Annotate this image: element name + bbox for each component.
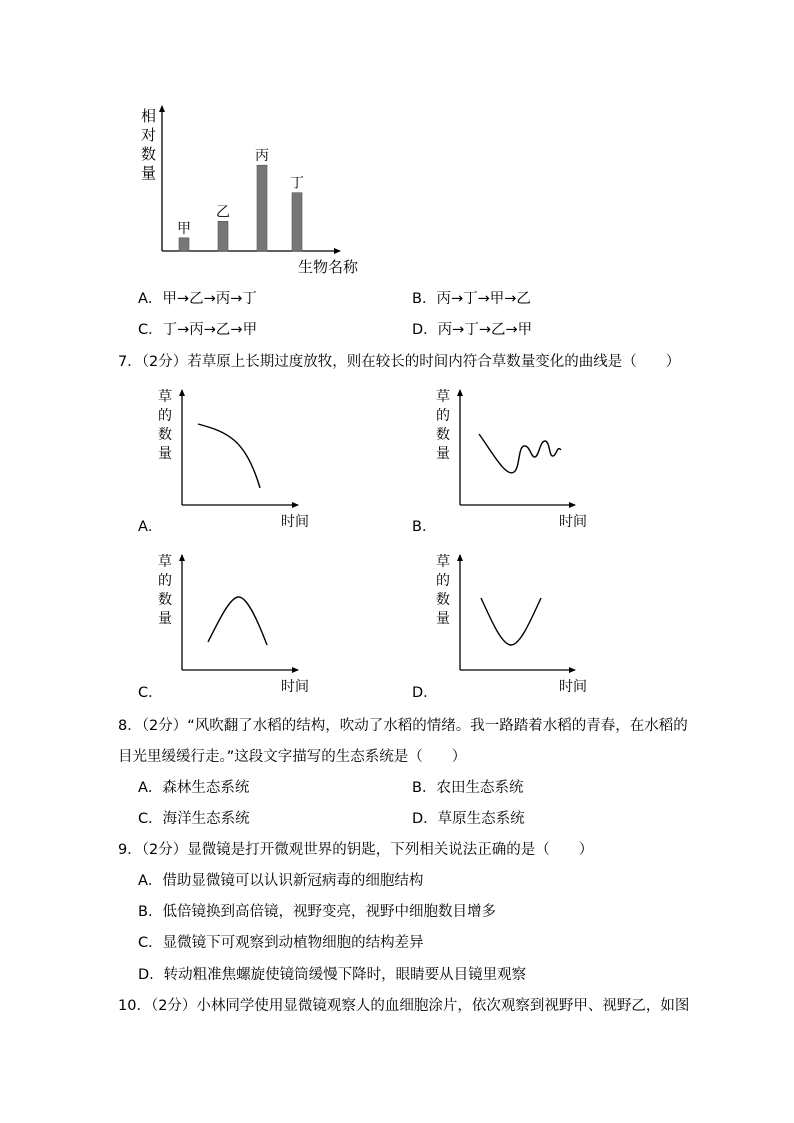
curve-rise-fall <box>208 597 267 645</box>
graph-ylabel-char: 数 <box>158 592 172 608</box>
q9-option-a[interactable]: A．借助显微镜可以认识新冠病毒的细胞结构 <box>138 873 424 889</box>
y-axis-label-char: 对 <box>141 126 157 144</box>
curve-fluctuate <box>479 434 561 473</box>
curve-fall-rise <box>481 598 541 645</box>
y-axis-label-char: 量 <box>141 164 157 182</box>
q9-option-c[interactable]: C．显微镜下可观察到动植物细胞的结构差异 <box>138 935 424 951</box>
graph-xlabel: 时间 <box>281 514 309 530</box>
graph-ylabel-char: 草 <box>436 554 450 570</box>
bar-label-2: 丙 <box>255 148 269 165</box>
bar-label-1: 乙 <box>216 204 230 221</box>
graph-ylabel-char: 草 <box>436 389 450 405</box>
x-axis-label: 生物名称 <box>298 258 359 276</box>
q9-option-b[interactable]: B．低倍镜换到高倍镜，视野变亮，视野中细胞数目增多 <box>138 904 496 920</box>
graph-ylabel-char: 的 <box>436 573 450 589</box>
q8-option-d[interactable]: D．草原生态系统 <box>412 811 525 827</box>
q6-option-b[interactable]: B．丙→丁→甲→乙 <box>412 291 531 307</box>
graph-ylabel-char: 数 <box>436 592 450 608</box>
q8-option-a[interactable]: A．森林生态系统 <box>138 780 250 796</box>
q6-option-c[interactable]: C．丁→丙→乙→甲 <box>138 322 258 338</box>
y-axis-label-char: 数 <box>141 145 157 163</box>
q10-stem: 10．（2分）小林同学使用显微镜观察人的血细胞涂片，依次观察到视野甲、视野乙，如图 <box>118 998 690 1014</box>
q7-option-a-label[interactable]: A． <box>138 519 163 535</box>
graph-ylabel-char: 量 <box>158 611 172 627</box>
q8-stem-line1: 8．（2分）“风吹翻了水稻的结构，吹动了水稻的情绪。我一路踏着水稻的青春，在水稻的 <box>118 718 688 734</box>
graph-xlabel: 时间 <box>559 679 587 695</box>
q8-option-b[interactable]: B．农田生态系统 <box>412 780 524 796</box>
curve-decline <box>198 424 260 488</box>
bar-label-3: 丁 <box>290 175 304 192</box>
graph-ylabel-char: 的 <box>158 408 172 424</box>
graph-ylabel-char: 的 <box>158 573 172 589</box>
graph-d <box>460 555 575 670</box>
graph-ylabel-char: 量 <box>436 611 450 627</box>
bar-label-0: 甲 <box>177 220 191 237</box>
q7-option-c-label[interactable]: C． <box>138 685 163 701</box>
graph-ylabel-char: 数 <box>158 427 172 443</box>
q9-option-d[interactable]: D．转动粗准焦螺旋使镜筒缓慢下降时，眼睛要从目镜里观察 <box>138 967 527 983</box>
q6-option-a[interactable]: A．甲→乙→丙→丁 <box>138 291 257 307</box>
q6-option-d[interactable]: D．丙→丁→乙→甲 <box>412 322 533 338</box>
graph-xlabel: 时间 <box>281 679 309 695</box>
graph-ylabel-char: 草 <box>158 554 172 570</box>
q8-option-c[interactable]: C．海洋生态系统 <box>138 811 250 827</box>
q7-stem: 7．（2分）若草原上长期过度放牧，则在较长的时间内符合草数量变化的曲线是（ ） <box>118 354 681 370</box>
graph-ylabel-char: 量 <box>158 446 172 462</box>
graph-a <box>182 390 298 505</box>
graph-ylabel-char: 数 <box>436 427 450 443</box>
graph-ylabel-char: 的 <box>436 408 450 424</box>
graph-b <box>460 390 575 505</box>
q7-option-b-label[interactable]: B． <box>412 519 437 535</box>
graph-ylabel-char: 草 <box>158 389 172 405</box>
y-axis-label-char: 相 <box>141 107 157 125</box>
graph-ylabel-char: 量 <box>436 446 450 462</box>
graph-xlabel: 时间 <box>559 514 587 530</box>
q8-stem-line2: 目光里缓缓行走。”这段文字描写的生态系统是（ ） <box>118 749 467 765</box>
q9-stem: 9．（2分）显微镜是打开微观世界的钥匙，下列相关说法正确的是（ ） <box>118 842 594 858</box>
q7-option-d-label[interactable]: D． <box>412 685 438 701</box>
graph-c <box>182 555 298 670</box>
